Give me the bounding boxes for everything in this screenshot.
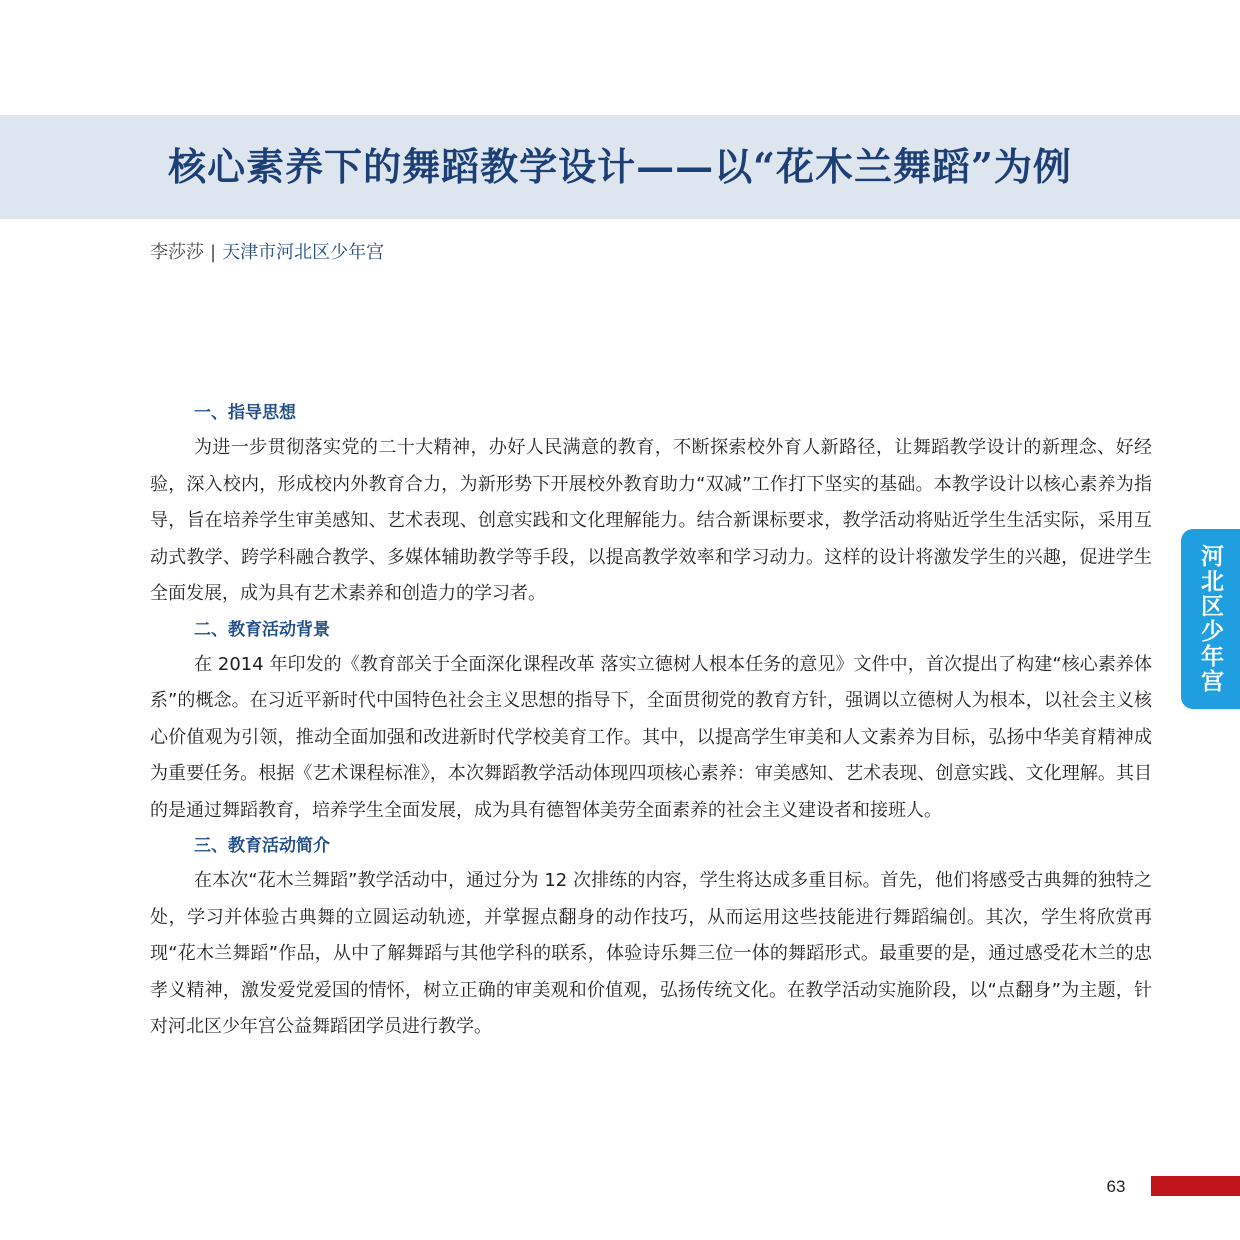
section-side-tab	[1181, 529, 1240, 709]
byline-separator: |	[210, 242, 217, 263]
page-accent-bar	[1151, 1176, 1240, 1196]
article-body	[150, 396, 1152, 1046]
byline	[150, 238, 384, 268]
title-band	[0, 115, 1240, 219]
section-paragraph-introduction: 在本次“花木兰舞蹈”教学活动中，通过分为 12 次排练的内容，学生将达成多重目标。首先，他们将感受古典舞的独特之处，学习并体验古典舞的立圆运动轨迹，并掌握点翻身的动作技巧，从而运用这些技能进行舞蹈编创。其次，学生将欣赏再现“花木兰舞蹈”作品，从中了解舞蹈与其他学科的联系，体验诗乐舞三位一体的舞蹈形式。最重要的是，通过感受花木兰的忠孝义精神，激发爱党爱国的情怀，树立正确的审美观和价值观，弘扬传统文化。在教学活动实施阶段，以“点翻身”为主题，针对河北区少年宫公益舞蹈团学员进行教学。	[150, 870, 1152, 1037]
section-paragraph-background: 在 2014 年印发的《教育部关于全面深化课程改革 落实立德树人根本任务的意见》文件中，首次提出了构建“核心素养体系”的概念。在习近平新时代中国特色社会主义思想的指导下，全面贯彻党的教育方针，强调以立德树人为根本，以社会主义核心价值观为引领，推动全面加强和改进新时代学校美育工作。其中，以提高学生审美和人文素养为目标，弘扬中华美育精神成为重要任务。根据《艺术课程标准》，本次舞蹈教学活动体现四项核心素养：审美感知、艺术表现、创意实践、文化理解。其目的是通过舞蹈教育，培养学生全面发展，成为具有德智体美劳全面素养的社会主义建设者和接班人。	[150, 653, 1152, 821]
section-heading-background: 二、教育活动背景	[194, 619, 330, 640]
section-heading-guiding-ideology: 一、指导思想	[194, 403, 296, 423]
article-title: 核心素养下的舞蹈教学设计——以“花木兰舞蹈”为例	[168, 144, 1072, 189]
author-organization: 天津市河北区少年宫	[222, 242, 385, 263]
section-paragraph-guiding-ideology: 为进一步贯彻落实党的二十大精神，办好人民满意的教育，不断探索校外育人新路径，让舞蹈教学设计的新理念、好经验，深入校内，形成校内外教育合力，为新形势下开展校外教育助力“双减”工作打下坚实的基础。本教学设计以核心素养为指导，旨在培养学生审美感知、艺术表现、创意实践和文化理解能力。结合新课标要求，教学活动将贴近学生生活实际，采用互动式教学、跨学科融合教学、多媒体辅助教学等手段，以提高教学效率和学习动力。这样的设计将激发学生的兴趣，促进学生全面发展，成为具有艺术素养和创造力的学习者。	[150, 437, 1152, 604]
side-tab-label: 河北区少年宫	[1197, 544, 1223, 694]
author-name: 李莎莎	[150, 242, 204, 263]
page-number: 63	[1106, 1177, 1126, 1196]
section-heading-introduction: 三、教育活动简介	[194, 836, 330, 856]
